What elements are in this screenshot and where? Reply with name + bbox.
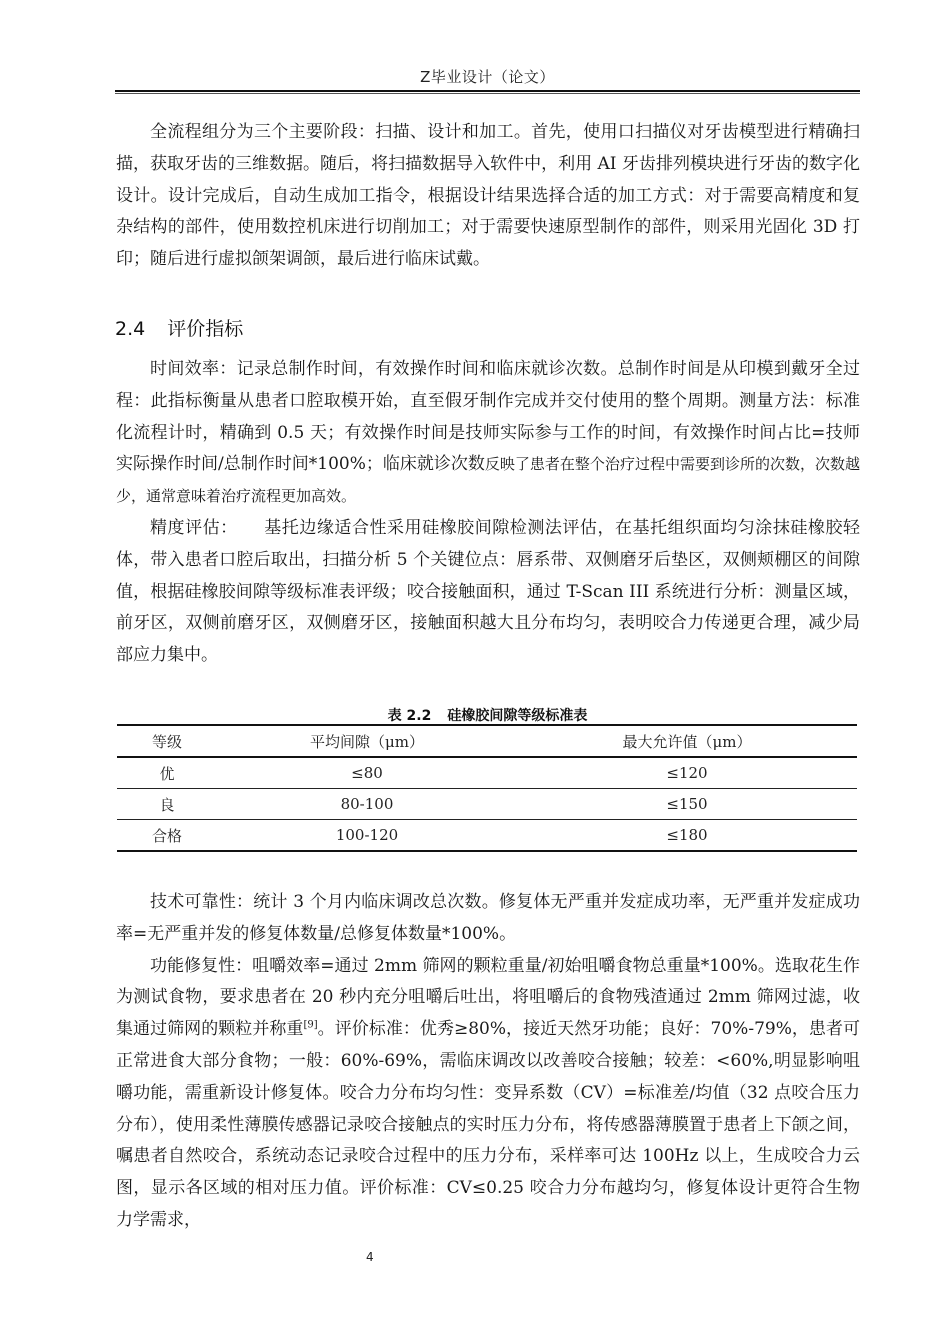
evaluation-block <box>116 354 860 672</box>
function-part2: 。评价标准：优秀≥80%，接近天然牙功能；良好：70%-79%，患者可正常进食大部分食物；一般：60%-69%，需临床调改以改善咬合接触；较差：<60%,明显影响咀嚼功能，需重新设计修复体。咬合力分布均匀性：变异系数（CV）=标准差/均值（32 点咬合压力分布），使用柔性薄膜传感器记录咬合接触点的实时压力分布，将传感器薄膜置于患者上下颌之间，嘱患者自然咬合，系统动态记录咬合过程中的压力分布，采样率可达 100Hz 以上，生成咬合力云图，显示各区域的相对压力值。评价标准：CV≤0.25 咬合力分布越均匀，修复体设计更符合生物力学需求， <box>116 1019 861 1230</box>
function-paragraph <box>116 951 860 1237</box>
intro-block <box>116 117 860 276</box>
cell-grade: 优 <box>159 764 175 783</box>
cell-max-allowed: ≤120 <box>666 764 708 782</box>
precision-paragraph: 精度评估： 基托边缘适合性采用硅橡胶间隙检测法评估，在基托组织面均匀涂抹硅橡胶轻体，带入患者口腔后取出，扫描分析 5 个关键位点：唇系带、双侧磨牙后垫区，双侧颊棚区的间隙值，根据硅橡胶间隙等级标准表评级；咬合接触面积，通过 T-Scan III 系统进行分析：测量区域，前牙区，双侧前磨牙区，双侧磨牙区，接触面积越大且分布均匀，表明咬合力传递更合理，减少局部应力集中。 <box>116 517 860 666</box>
table-header-row <box>117 725 857 757</box>
running-header: Z毕业设计（论文） <box>420 68 555 86</box>
time-efficiency-small: 反映了患者在整个治疗过程中需要到诊所的次数，次数越少，通常意味着治疗流程更加高效。 <box>116 455 860 506</box>
table-caption <box>115 705 860 725</box>
reliability-paragraph: 技术可靠性：统计 3 个月内临床调改总次数。修复体无严重并发症成功率，无严重并发症成功率=无严重并发的修复体数量/总修复体数量*100%。 <box>116 892 860 944</box>
page-number: 4 <box>366 1250 374 1264</box>
header-rule-thick <box>115 90 860 92</box>
intro-paragraph: 全流程组分为三个主要阶段：扫描、设计和加工。首先，使用口扫描仪对牙齿模型进行精确扫描，获取牙齿的三维数据。随后，将扫描数据导入软件中，利用 AI 牙齿排列模块进行牙齿的数字化设计。设计完成后，自动生成加工指令，根据设计结果选择合适的加工方式：对于需要高精度和复杂结构的部件，使用数控机床进行切削加工；对于需要快速原型制作的部件，则采用光固化 3D 打印；随后进行虚拟颌架调颌，最后进行临床试戴。 <box>116 122 860 270</box>
header-average-gap: 平均间隙（μm） <box>310 732 424 751</box>
reliability-function-block <box>116 887 860 1237</box>
cell-max-allowed: ≤150 <box>666 795 708 813</box>
table-row <box>117 820 857 852</box>
section-heading <box>115 314 243 341</box>
cell-grade: 合格 <box>151 826 182 845</box>
cell-average-gap: 80-100 <box>340 795 394 813</box>
time-efficiency-main: 时间效率：记录总制作时间，有效操作时间和临床就诊次数。总制作时间是从印模到戴牙全过程：此指标衡量从患者口腔取模开始，直至假牙制作完成并交付使用的整个周期。测量方法：标准化流程计时，精确到 0.5 天；有效操作时间是技师实际参与工作的时间，有效操作时间占比=技师实际操作时间/总制作时间*100%；临床就诊次数 <box>116 359 860 475</box>
section-number: 2.4 <box>115 318 146 340</box>
cell-average-gap: 100-120 <box>335 826 399 844</box>
table-row <box>117 757 857 789</box>
citation-reference[interactable]: [9] <box>303 1019 318 1031</box>
table-caption-title: 硅橡胶间隙等级标准表 <box>447 708 588 724</box>
table-caption-number: 表 2.2 <box>387 708 432 724</box>
cell-grade: 良 <box>159 795 175 814</box>
table-row <box>117 789 857 820</box>
time-efficiency-paragraph <box>116 354 860 513</box>
silicone-gap-table <box>117 724 857 852</box>
function-part1: 功能修复性：咀嚼效率=通过 2mm 筛网的颗粒重量/初始咀嚼食物总重量*100%。选取花生作为测试食物，要求患者在 20 秒内充分咀嚼后吐出，将咀嚼后的食物残渣通过 2mm 筛网过滤，收集通过筛网的颗粒并称重 <box>116 955 860 1040</box>
cell-max-allowed: ≤180 <box>666 826 708 844</box>
header-max-allowed: 最大允许值（μm） <box>622 732 752 751</box>
cell-average-gap: ≤80 <box>351 764 383 782</box>
header-grade: 等级 <box>151 732 182 751</box>
section-title: 评价指标 <box>167 318 244 340</box>
header-rule-thin <box>115 93 860 94</box>
